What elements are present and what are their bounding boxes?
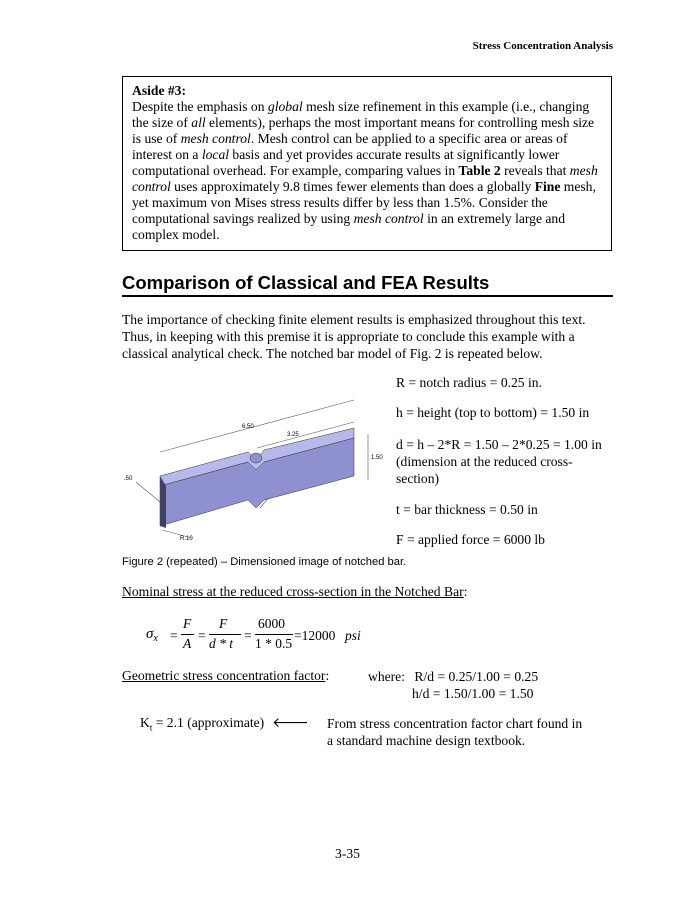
where-label: where:	[368, 669, 405, 684]
frac3-bar	[255, 634, 293, 635]
kt-note: From stress concentration factor chart found in a standard machine design textbook.	[327, 716, 583, 748]
thickness-dim-line	[136, 482, 160, 502]
equals-3: =	[244, 628, 252, 643]
frac2-denominator: d * t	[209, 636, 234, 651]
frac3-denominator: 1 * 0.5	[255, 636, 293, 651]
param-reduced-dim-note: (dimension at the reduced cross-	[396, 454, 573, 469]
end-radius-leader	[162, 530, 192, 538]
end-radius-label: R.10	[180, 536, 193, 542]
param-height: h = height (top to bottom) = 1.50 in	[396, 405, 590, 420]
sigma-symbol: $\sigma_x$	[146, 626, 158, 644]
ratio-block	[368, 668, 538, 702]
left-arrow-icon: 🡐	[272, 715, 309, 730]
stress-result: =12000	[294, 628, 336, 643]
bar-notch	[250, 453, 262, 463]
param-notch-radius: R = notch radius = 0.25 in.	[396, 375, 542, 390]
param-force: F = applied force = 6000 lb	[396, 532, 545, 547]
frac2-bar	[209, 634, 241, 635]
aside-body: Despite the emphasis on global mesh size refinement in this example (i.e., changing the size of all elements), perhaps the most important means for controlling mesh size is use of mesh control. Mesh control can be applied to a specific area or areas of interest on a local basis and yet provides accurate results at significantly lower computational overhead. For example, comparing values in Table 2 reveals that mesh control uses approximately 9.8 times fewer elements than does a globally Fine mesh, yet maximum von Mises stress results differ by less than 1.5%. Consider the computational savings realized by using mesh control in an extremely large and complex model.	[132, 99, 598, 242]
bar-front-face	[160, 438, 354, 526]
figure-caption: Figure 2 (repeated) – Dimensioned image of notched bar.	[122, 556, 407, 568]
intro-paragraph: The importance of checking finite element results is emphasized throughout this text. Thus, in keeping with this premise it is appropriate to conclude this example with a classical analytical check. The notched bar model of Fig. 2 is repeated below.	[122, 312, 586, 361]
half-length-dim-label: 3.25	[287, 432, 299, 438]
ratio-h-over-d: h/d = 1.50/1.00 = 1.50	[412, 686, 534, 701]
aside-box	[122, 76, 612, 251]
frac1-bar	[181, 634, 194, 635]
running-header: Stress Concentration Analysis	[472, 40, 613, 52]
notched-bar-figure	[122, 390, 392, 550]
equals-1: =	[170, 628, 178, 643]
nominal-stress-heading: Nominal stress at the reduced cross-section in the Notched Bar:	[122, 584, 468, 599]
ratio-r-over-d: R/d = 0.25/1.00 = 0.25	[414, 669, 539, 684]
stress-unit: psi	[345, 628, 361, 643]
frac1-numerator: F	[183, 616, 192, 631]
page-number: 3-35	[335, 846, 360, 861]
section-title: Comparison of Classical and FEA Results	[122, 272, 613, 297]
geometric-factor-heading: Geometric stress concentration factor:	[122, 668, 330, 683]
param-reduced-dim-note-2: section)	[396, 471, 440, 486]
frac2-numerator: F	[219, 616, 228, 631]
param-thickness: t = bar thickness = 0.50 in	[396, 502, 538, 517]
frac3-numerator: 6000	[258, 616, 285, 631]
equals-2: =	[198, 628, 206, 643]
nominal-stress-equation	[146, 614, 406, 658]
thickness-dim-label: .50	[124, 476, 133, 482]
length-dim-label: 6.50	[242, 424, 254, 430]
param-reduced-dim: d = h – 2*R = 1.50 – 2*0.25 = 1.00 in	[396, 437, 602, 452]
kt-value: $K_t = 2.1$ (approximate) 🡐	[140, 715, 309, 733]
frac1-denominator: A	[183, 636, 192, 651]
height-dim-label: 1.50	[371, 455, 383, 461]
aside-title: Aside #3:	[132, 83, 186, 98]
